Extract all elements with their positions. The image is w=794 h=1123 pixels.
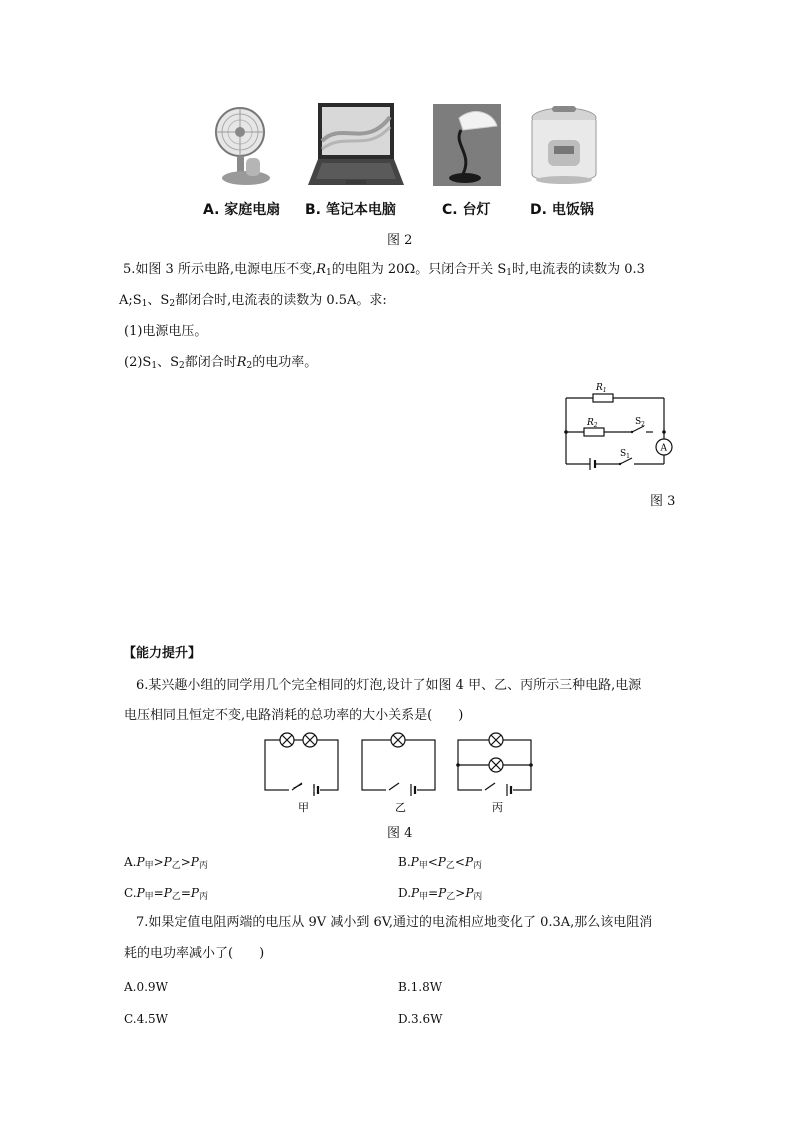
- appliance-label-lamp: C. 台灯: [442, 202, 491, 218]
- q6-option-d[interactable]: $D.P_甲=P_乙>P_丙$: [398, 886, 483, 902]
- desk-lamp-picture: [433, 104, 501, 186]
- q6-option-a[interactable]: $A.P_甲>P_乙>P_丙$: [124, 855, 208, 871]
- label-r2: $R_2$: [587, 418, 598, 429]
- label-jia: 甲: [298, 801, 309, 814]
- figure-3-circuit: [560, 378, 678, 470]
- appliance-label-laptop: B. 笔记本电脑: [305, 202, 396, 218]
- q6-line-2: 电压相同且恒定不变,电路消耗的总功率的大小关系是( ): [124, 708, 464, 723]
- q7-line-1: 7.如果定值电阻两端的电压从 9V 减小到 6V,通过的电流相应地变化了 0.3A,那么该电阻消: [136, 915, 653, 930]
- figure-2-caption: 图 2: [387, 233, 413, 248]
- q7-line-2: 耗的电功率减小了( ): [124, 946, 265, 961]
- label-ammeter: A: [660, 443, 667, 454]
- label-s2: $S_2$: [635, 417, 645, 428]
- q7-option-d[interactable]: D.3.6W: [398, 1012, 443, 1026]
- figure-4-circuits: [260, 731, 536, 819]
- q6-option-b[interactable]: $B.P_甲<P_乙<P_丙$: [398, 855, 483, 871]
- q6-line-1: 6.某兴趣小组的同学用几个完全相同的灯泡,设计了如图 4 甲、乙、丙所示三种电路,电源: [136, 678, 642, 693]
- q7-option-b[interactable]: B.1.8W: [398, 980, 443, 994]
- section-title: 【能力提升】: [123, 646, 202, 661]
- q7-option-a[interactable]: A.0.9W: [124, 980, 168, 994]
- q5-sub-question-2: $(2)S_1$、$S_2$都闭合时$R_2$的电功率。: [124, 355, 318, 371]
- label-r1: $R_1$: [596, 383, 607, 394]
- appliance-label-fan: A. 家庭电扇: [203, 202, 281, 218]
- label-bing: 丙: [492, 801, 503, 814]
- q5-line-1: 5.如图 3 所示电路,电源电压不变$,R_1$的电阻为 20Ω。只闭合开关 $S_1$时,电流表的读数为 0.3: [123, 262, 645, 278]
- rice-cooker-picture: [526, 104, 602, 188]
- label-s1: $S_1$: [620, 449, 630, 460]
- q5-line-2: $A;S_1$、$S_2$都闭合时,电流表的读数为 0.5A。求:: [119, 293, 387, 309]
- laptop-picture: [306, 101, 406, 187]
- q5-sub-question-1: (1)电源电压。: [124, 324, 208, 339]
- fan-picture: [210, 102, 274, 188]
- figure-3-caption: 图 3: [650, 494, 676, 509]
- q6-option-c[interactable]: $C.P_甲=P_乙=P_丙$: [124, 886, 208, 902]
- appliance-label-rice-cooker: D. 电饭锅: [530, 202, 594, 218]
- figure-4-caption: 图 4: [387, 826, 413, 841]
- label-yi: 乙: [395, 801, 406, 814]
- q7-option-c[interactable]: C.4.5W: [124, 1012, 168, 1026]
